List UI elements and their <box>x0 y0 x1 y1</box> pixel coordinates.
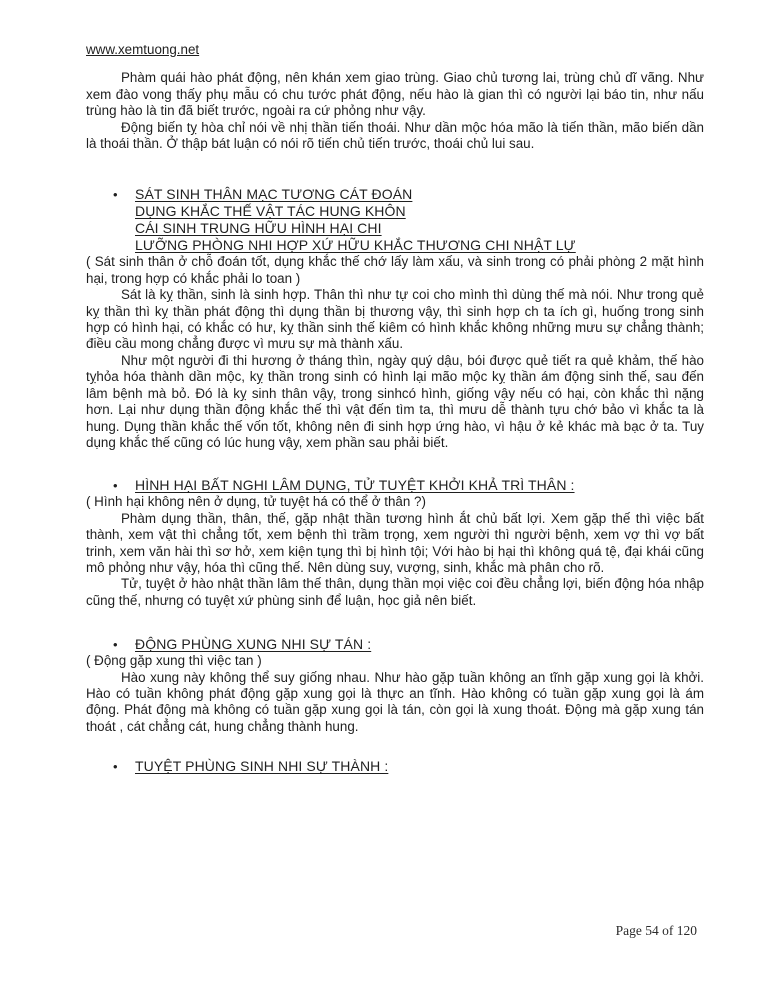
section1-title-line-2: DỤNG KHẮC THẾ VẬT TÁC HUNG KHÔN <box>135 203 406 220</box>
section2-title <box>135 477 704 494</box>
section1-title-line-1: SÁT SINH THÂN MẠC TƯƠNG CÁT ĐOÁN <box>135 186 413 203</box>
section4-title <box>135 758 704 775</box>
section1-translation-note: ( Sát sinh thân ở chỗ đoán tốt, dụng khắc thế chớ lấy làm xấu, và sinh trong có phải phòng 2 mặt hình hại, trong hợp có khắc phải lo toan ) <box>86 254 704 286</box>
section4-heading <box>86 758 704 775</box>
section1-title-line-4: LƯỠNG PHÒNG NHI HỢP XỨ HỮU KHẮC THƯƠNG CHI NHẬT LỰ <box>135 237 576 254</box>
section3-paragraph-1: Hào xung này không thể suy giống nhau. Như hào gặp tuần không an tĩnh gặp xung gọi là khởi. Hào có tuần không phát động gặp xung gọi là thực an tĩnh. Hào không có tuần gặp xung gọi là ám động. Phát động mà không có tuần gặp xung gọi là tán, còn gọi là xung thoát. Động mà gặp xung tán thoát , cát chẳng cát, hung chẳng thành hung. <box>86 669 704 734</box>
section2-translation-note: ( Hình hại không nên ở dụng, tử tuyệt há có thể ở thân ?) <box>86 494 426 510</box>
site-url: www.xemtuong.net <box>86 42 200 57</box>
bullet-icon: • <box>113 478 118 494</box>
section2-title-line: HÌNH HẠI BẤT NGHI LÂM DỤNG, TỬ TUYỆT KHỞI KHẢ TRÌ THÂN : <box>135 477 575 494</box>
page-number: Page 54 of 120 <box>615 923 697 938</box>
bullet-icon: • <box>113 187 118 203</box>
section4-title-line: TUYỆT PHÙNG SINH NHI SỰ THÀNH : <box>135 758 389 775</box>
section1-title-line-3: CÁI SINH TRUNG HỮU HÌNH HẠI CHI <box>135 220 382 237</box>
section3-title <box>135 636 704 653</box>
section1-paragraph-1: Sát là kỵ thần, sinh là sinh hợp. Thân thì như tự coi cho mình thì dùng thế mà nói. Như trong quẻ kỵ thần thì kỵ thần phát động thì dụng thần bị thương vậy, thì sinh hợp ch ta ích gì, huống trong sinh hợp có hình hại, có khắc có hư, kỵ thần sinh thế kiêm có hình khắc không những mưu sự chẳng thành; điều cầu mong chẳng được vì mưu sự mà thành xấu. <box>86 287 704 352</box>
intro-paragraph-1: Phàm quái hào phát động, nên khán xem giao trùng. Giao chủ tương lai, trùng chủ dĩ vãng. Như xem đào vong thấy phụ mẫu có chu tước phát động, nếu hào là gian thì có người lại báo tin, như nấu trùng hào là tin đã biết trước, ngoài ra cứ phỏng như vậy. <box>86 70 704 119</box>
section2-heading <box>86 477 704 494</box>
page-content <box>86 42 704 775</box>
section3-translation-note: ( Động gặp xung thì việc tan ) <box>86 653 262 669</box>
intro-paragraph-2: Động biến tỵ hòa chỉ nói về nhị thần tiến thoái. Như dần mộc hóa mão là tiến thần, mão biến dần là thoái thần. Ở thập bát luận có nói rõ tiến chủ tiến trước, thoái chủ lui sau. <box>86 119 704 152</box>
bullet-icon: • <box>113 759 118 775</box>
section2-paragraph-2: Tử, tuyệt ở hào nhật thần lâm thế thân, dụng thần mọi việc coi đều chẳng lợi, biến động hóa nhập cũng thế, nhưng có tuyệt xứ phùng sinh để luận, học giả nên biết. <box>86 576 704 608</box>
section3-title-line: ĐỘNG PHÙNG XUNG NHI SỰ TÁN : <box>135 636 372 653</box>
section1-title <box>135 186 704 254</box>
section2-paragraph-1: Phàm dụng thần, thân, thế, gặp nhật thần tương hình ắt chủ bất lợi. Xem gặp thế thì việc bất thành, xem vật thì chẳng tốt, xem bệnh thì trầm trọng, xem người thì người bệnh, xem vợ thì vợ bất trinh, xem văn hài thì sơ hở, xem kiện tụng thì bị hình tội; Với hào bị hại thì không quá tệ, đại khái cũng mô phỏng như vậy, hóa thì cũng thế. Nên dùng suy, vượng, sinh, khắc mà phân cho rõ. <box>86 510 704 575</box>
bullet-icon: • <box>113 637 118 653</box>
section1-paragraph-2: Như một người đi thi hương ở tháng thìn, ngày quý dậu, bói được quẻ tiết ra quẻ khảm, thế hào tỵhỏa hóa thành dần mộc, kỵ thần trong sinh có hình lại mão mộc kỵ thần ám động sinh thế, sau đến lâm bệnh mà bỏ. Đó là kỵ sinh thân vậy, trong sinhcó hình, giống vậy nếu có hại, còn khắc thì nặng hơn. Lại như dụng thần động khắc thế thì vật đến tìm ta, thì mưu dễ thành tựu chớ bảo vì khắc ta là hung. Dụng thần khắc thế vốn tốt, không nên đi sinh hợp ứng hào, vì hậu ở kẻ khác mà bạc ở ta. Tuy dụng khắc thế cũng có lúc hung vậy, xem phần sau phải biết. <box>86 352 704 450</box>
section3-heading <box>86 636 704 653</box>
section1-heading <box>86 186 704 254</box>
